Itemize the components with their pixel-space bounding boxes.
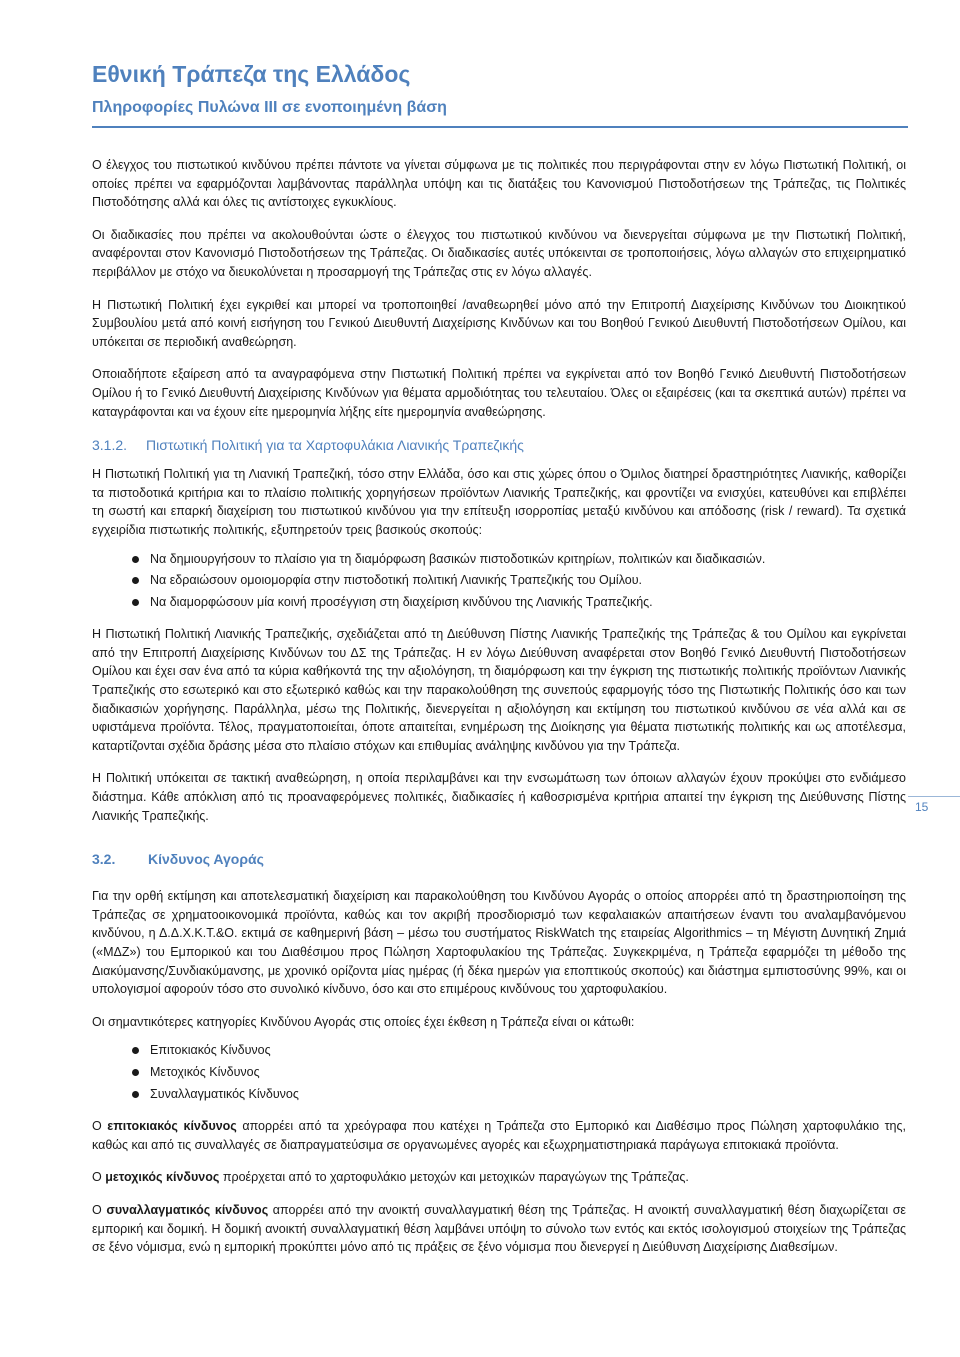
paragraph: Η Πιστωτική Πολιτική έχει εγκριθεί και μπορεί να τροποποιηθεί /αναθεωρηθεί μόνο από την Επιτροπή Διαχείρισης Κινδύνων του Διοικητικού Συμβουλίου μετά από κοινή εισήγηση του Γενικού Διευθυντή Διαχείρισης Κινδύνων και του Βοηθού Γενικού Διευθυντή Πιστοδοτήσεων Ομίλου, και υπόκειται σε περιοδική αναθεώρηση. bbox=[92, 297, 906, 349]
page-header bbox=[92, 60, 908, 118]
list-item-text: Μετοχικός Κίνδυνος bbox=[150, 1064, 260, 1079]
bullet-icon bbox=[132, 599, 139, 606]
bullet-icon bbox=[132, 1047, 139, 1054]
page-content bbox=[92, 156, 906, 1271]
list-item bbox=[92, 1063, 906, 1082]
document-subtitle: Πληροφορίες Πυλώνα ΙΙΙ σε ενοποιημένη βάση bbox=[92, 99, 447, 116]
list-item-text: Επιτοκιακός Κίνδυνος bbox=[150, 1043, 271, 1058]
bullet-list bbox=[92, 550, 906, 612]
list-item-text: Να διαμορφώσουν μία κοινή προσέγγιση στη διαχείριση κινδύνου της Λιανικής Τραπεζικής. bbox=[150, 594, 653, 609]
bullet-icon bbox=[132, 556, 139, 563]
paragraph: Οι διαδικασίες που πρέπει να ακολουθούνται ώστε ο έλεγχος του πιστωτικού κινδύνου να διενεργείται σύμφωνα με την Πιστωτική Πολιτική, αναφέρονται στον Κανονισμό Πιστοδοτήσεων της Τράπεζας. Οι διαδικασίες αυτές υπόκεινται σε τροποποιήσεις, λόγω αλλαγών στο επιχειρηματικό περιβάλλον με στόχο να διευκολύνεται η προσαρμογή της Τράπεζας στις εν λόγω αλλαγές. bbox=[92, 227, 906, 279]
list-item-text: Να δημιουργήσουν το πλαίσιο για τη διαμόρφωση βασικών πιστοδοτικών κριτηρίων, πολιτικών και διαδικασιών. bbox=[150, 551, 766, 566]
paragraph-equity-risk: Ο μετοχικός κίνδυνος προέρχεται από το χαρτοφυλάκιο μετοχών και μετοχικών παραγώγων της Τράπεζας. bbox=[92, 1170, 689, 1185]
section-heading-3-2 bbox=[92, 849, 906, 869]
bullet-icon bbox=[132, 577, 139, 584]
list-item bbox=[92, 550, 906, 569]
paragraph-interest-rate-risk: Ο επιτοκιακός κίνδυνος απορρέει από τα χρεόγραφα που κατέχει η Τράπεζα στο Εμπορικό και Διαθέσιμο προς Πώληση χαρτοφυλάκιο της, καθώς και από τις συναλλαγές σε διαπραγματεύσιμα σε οργανωμένες αγορές και εξωχρηματιστηριακά παράγωγα επιτοκιακά προϊόντα. bbox=[92, 1119, 906, 1152]
list-item-text: Συναλλαγματικός Κίνδυνος bbox=[150, 1086, 299, 1101]
document-title: Εθνική Τράπεζα της Ελλάδος bbox=[92, 61, 411, 87]
paragraph-fx-risk: Ο συναλλαγματικός κίνδυνος απορρέει από την ανοικτή συναλλαγματική θέση της Τράπεζας. Η ανοικτή συναλλαγματική θέση διαχωρίζεται σε εμπορική και δομική. Η δομική ανοικτή συναλλαγματική θέση λαμβάνει υπόψη το σύνολο των εντός και εκτός ισολογισμού στοιχείων της Τράπεζας σε ξένο νόμισμα, ενώ η εμπορική προκύπτει μόνο από τις πράξεις σε ξένο νόμισμα που διενεργεί η Διεύθυνση Διαχείρισης Διαθεσίμων. bbox=[92, 1202, 906, 1255]
page-number: 15 bbox=[915, 800, 929, 814]
section-number: 3.2. bbox=[92, 851, 116, 868]
paragraph: Οι σημαντικότερες κατηγορίες Κινδύνου Αγοράς στις οποίες έχει έκθεση η Τράπεζα είναι οι κάτωθι: bbox=[92, 1014, 635, 1029]
page-number-rule bbox=[908, 796, 960, 797]
section-title: Πιστωτική Πολιτική για τα Χαρτοφυλάκια Λιανικής Τραπεζικής bbox=[146, 437, 524, 454]
bullet-list bbox=[92, 1041, 906, 1103]
paragraph: Η Πολιτική υπόκειται σε τακτική αναθεώρηση, η οποία περιλαμβάνει και την ενσωμάτωση των όποιων αλλαγών έχουν προκύψει στο ενδιάμεσο διάστημα. Κάθε απόκλιση από τις προαναφερόμενες πολιτικές, διαδικασίες ή καθοσρισμένα κριτήρια απαιτεί την έγκριση της Διεύθυνσης Πίστης Λιανικής Τραπεζικής. bbox=[92, 771, 906, 823]
paragraph: Η Πιστωτική Πολιτική Λιανικής Τραπεζικής, σχεδιάζεται από τη Διεύθυνση Πίστης Λιανικής Τραπεζικής της Τράπεζας & του Ομίλου και εγκρίνεται από την Επιτροπή Διαχείρισης Κινδύνων του ΔΣ της Τράπεζας. Η εν λόγω Διεύθυνση αναφέρεται στον Βοηθό Γενικό Διευθυντή Πιστοδοτήσεων Ομίλου και έχει σαν ένα από τα κύρια καθήκοντά της την αξιολόγηση, τη διαμόρφωση και την έγκριση της πιστωτικής πολιτικής προϊόντων Λιανικής Τραπεζικής στο εσωτερικό και στο εξωτερικό καθώς και την παρακολούθηση της συνεπούς εφαρμογής τόσο της Πιστωτικής Πολιτικής όσο και των διαδικασιών χορήγησης. Παράλληλα, μέσω της Πολιτικής, διενεργείται η αξιολόγηση και εκτίμηση του πιστωτικού κινδύνου σε νέα αλλά και σε υφιστάμενα προϊόντα. Τέλος, πραγματοποιείται, όποτε απαιτείται, ενημέρωση της Διοίκησης για θέματα πιστωτικής πολιτικής και ως αποτέλεσμα, καταρτίζονται σχέδια δράσης μέσα στο πλαίσιο στόχων και επιθυμίας ανάληψης κινδύνου για την Τράπεζα. bbox=[92, 627, 906, 753]
paragraph: Ο έλεγχος του πιστωτικού κινδύνου πρέπει πάντοτε να γίνεται σύμφωνα με τις πολιτικές που περιγράφονται στην εν λόγω Πιστωτική Πολιτική, οι οποίες πρέπει να εφαρμόζονται λαμβάνοντας παράλληλα υπόψη και τις διατάξεις του Κανονισμού Πιστοδοτήσεων της Τράπεζας, τις Πολιτικές Πιστοδότησης αλλά και όλες τις αντίστοιχες εγκυκλίους. bbox=[92, 158, 906, 210]
section-number: 3.1.2. bbox=[92, 437, 128, 454]
header-rule bbox=[92, 126, 908, 128]
bullet-icon bbox=[132, 1069, 139, 1076]
list-item-text: Να εδραιώσουν ομοιομορφία στην πιστοδοτική πολιτική Λιανικής Τραπεζικής του Ομίλου. bbox=[150, 573, 643, 588]
list-item bbox=[92, 571, 906, 590]
list-item bbox=[92, 593, 906, 612]
paragraph: Για την ορθή εκτίμηση και αποτελεσματική διαχείριση και παρακολούθηση του Κινδύνου Αγοράς ο οποίος απορρέει από τη δραστηριοποίηση της Τράπεζας σε χρηματοοικονομικά προϊόντα, καθώς και τον ακριβή προσδιορισμό των κεφαλαιακών απαιτήσεων έναντι του αναλαμβανόμενου κινδύνου, η Δ.Δ.Χ.Κ.Τ.&Ο. εκτιμά σε καθημερινή βάση – μέσω του συστήματος RiskWatch της εταιρείας Algorithmics – τη Μέγιστη Δυνητική Ζημιά («ΜΔΖ») του Εμπορικού και του Διαθέσιμου προς Πώληση Χαρτοφυλακίου της Τράπεζας. Συγκεκριμένα, η Τράπεζα εφαρμόζει τη μέθοδο της Διακύμανσης/Συνδιακύμανσης, με χρονικό ορίζοντα μίας ημέρας (ή δέκα ημερών για εποπτικούς σκοπούς) και διάστημα εμπιστοσύνης 99%, και οι υπολογισμοί αφορούν τόσο στο συνολικό κίνδυνο, όσο και στο επιμέρους κινδύνους του χαρτοφυλακίου. bbox=[92, 889, 906, 997]
section-title: Κίνδυνος Αγοράς bbox=[148, 851, 264, 868]
list-item bbox=[92, 1085, 906, 1104]
bullet-icon bbox=[132, 1091, 139, 1098]
paragraph: Η Πιστωτική Πολιτική για τη Λιανική Τραπεζική, τόσο στην Ελλάδα, όσο και στις χώρες όπου ο Όμιλος διατηρεί δραστηριότητες Λιανικής, καθορίζει τα πιστοδοτικά κριτήρια και το πλαίσιο πολιτικής χορηγήσεων προϊόντων Λιανικής Τραπεζικής, και φροντίζει να ενισχύει, κατευθύνει και επιβλέπει τη σωστή και επαρκή διαχείριση του πιστωτικού κινδύνου για την επίτευξη ισορροπίας μεταξύ κινδύνου και απόδοσης (risk / reward). Τα σχετικά εγχειρίδια πιστωτικής πολιτικής, εξυπηρετούν τρεις βασικούς σκοπούς: bbox=[92, 467, 906, 537]
paragraph: Οποιαδήποτε εξαίρεση από τα αναγραφόμενα στην Πιστωτική Πολιτική πρέπει να εγκρίνεται από τον Βοηθό Γενικό Διευθυντή Πιστοδοτήσεων Ομίλου ή το Γενικό Διευθυντή Διαχείρισης Κινδύνων για θέματα αρμοδιότητας του τελευταίου. Όλες οι εξαιρέσεις (και τα σκεπτικά αυτών) πρέπει να καταγράφονται και να έχουν είτε ημερομηνία λήξης είτε ημερομηνία αναθεώρησης. bbox=[92, 367, 906, 419]
list-item bbox=[92, 1041, 906, 1060]
section-heading-3-1-2 bbox=[92, 435, 906, 455]
